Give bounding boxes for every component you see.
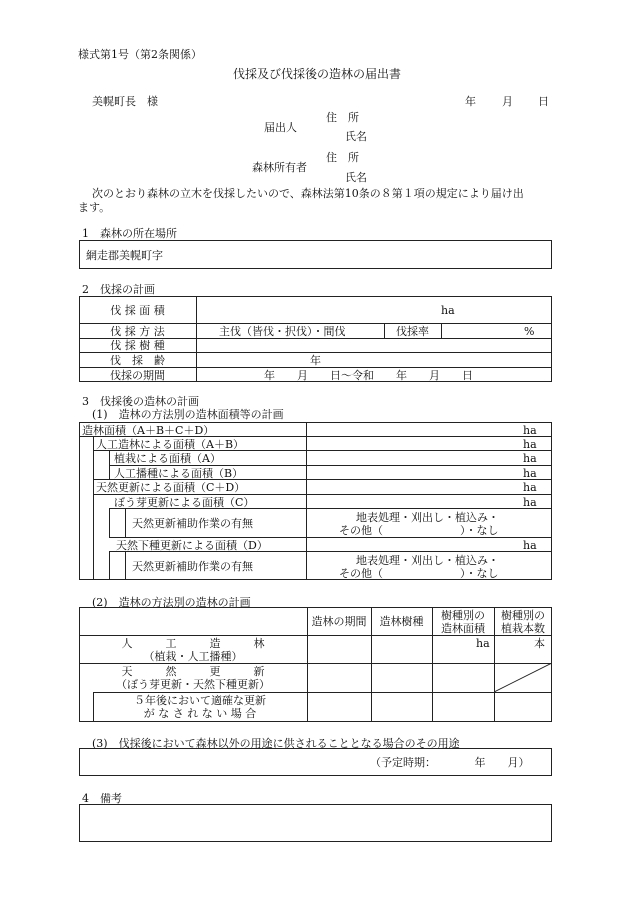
plan-area-header-1: 樹種別の — [441, 609, 485, 622]
form-number: 様式第1号（第2条関係） — [78, 48, 202, 61]
section3-sub3: (3) 伐採後において森林以外の用途に供されることとなる場合のその用途 — [92, 737, 460, 750]
date-month-label: 月 — [502, 95, 513, 108]
cut-age-label: 伐 採 齢 — [110, 354, 165, 367]
cut-rate-unit: % — [524, 325, 535, 338]
seeding-area-unit: ha — [523, 467, 537, 480]
total-area-unit: ha — [523, 424, 537, 437]
owner-name-label: 氏名 — [345, 171, 367, 184]
seedfall-area-unit: ha — [523, 539, 537, 552]
cut-area-label: 伐 採 面 積 — [110, 304, 165, 317]
cut-method-value: 主伐（皆伐・択伐）・間伐 — [219, 325, 346, 338]
intro-line-1: 次のとおり森林の立木を伐採したいので、森林法第10条の８第１項の規定により届け出 — [92, 187, 524, 200]
total-area-label: 造林面積（A＋B＋C＋D） — [82, 424, 215, 437]
assist-options-1-line2: その他（ ）・なし — [339, 524, 499, 537]
assist-work-label-2: 天然更新補助作業の有無 — [132, 560, 253, 573]
diagonal-strike — [494, 663, 552, 692]
assist-options-2-line1: 地表処理・刈出し・植込み・ — [356, 554, 499, 567]
plan-natural-label: 天 然 更 新 — [121, 665, 265, 678]
scheduled-time: （予定時期： 年 月） — [370, 756, 530, 769]
plan-area-header-2: 造林面積 — [441, 622, 485, 635]
cut-rate-label: 伐採率 — [396, 325, 429, 338]
intro-line-2: ます。 — [78, 201, 111, 214]
cut-age-unit: 年 — [310, 354, 321, 367]
planting-area-unit: ha — [523, 452, 537, 465]
plan-natural-sub: （ぼう芽更新・天然下種更新） — [116, 678, 270, 691]
notifier-label: 届出人 — [264, 121, 297, 134]
section3-heading: 3 伐採後の造林の計画 — [82, 395, 199, 408]
cut-method-label: 伐 採 方 法 — [110, 325, 165, 338]
date-day-label: 日 — [538, 95, 549, 108]
owner-address-label: 住 所 — [326, 151, 359, 164]
plan-area-unit: ha — [476, 637, 490, 650]
cut-period-value: 年 月 日～令和 年 月 日 — [264, 369, 473, 382]
remarks-field[interactable] — [79, 804, 552, 842]
section3-sub1: (1) 造林の方法別の造林面積等の計画 — [92, 408, 284, 421]
cut-period-label: 伐採の期間 — [110, 369, 165, 382]
section2-heading: 2 伐採の計画 — [82, 283, 155, 296]
planting-area-label: 植栽による面積（A） — [114, 452, 221, 465]
cut-area-unit: ha — [441, 304, 455, 317]
assist-options-2-line2: その他（ ）・なし — [339, 567, 499, 580]
date-year-label: 年 — [465, 95, 476, 108]
page-title: 伐採及び伐採後の造林の届出書 — [233, 67, 402, 81]
location-value: 網走郡美幌町字 — [86, 249, 163, 262]
assist-options-1-line1: 地表処理・刈出し・植込み・ — [356, 511, 499, 524]
section1-heading: 1 森林の所在場所 — [82, 227, 177, 240]
plan-species-header: 造林樹種 — [379, 615, 424, 628]
natural-area-unit: ha — [523, 481, 537, 494]
section3-sub2: (2) 造林の方法別の造林の計画 — [92, 596, 251, 609]
plan-period-header: 造林の期間 — [311, 615, 367, 628]
plan-fail-line1: ５年後において適確な更新 — [134, 694, 266, 707]
plan-artificial-label: 人 工 造 林 — [121, 637, 265, 650]
natural-area-label: 天然更新による面積（C＋D） — [96, 481, 246, 494]
cut-species-label: 伐 採 樹 種 — [110, 339, 165, 352]
plan-count-header-2: 植栽本数 — [501, 622, 545, 635]
notifier-name-label: 氏名 — [345, 130, 367, 143]
sprout-area-unit: ha — [523, 496, 537, 509]
plan-artificial-sub: （植栽・人工播種） — [143, 650, 243, 663]
plan-count-header-1: 樹種別の — [501, 609, 545, 622]
seedfall-area-label: 天然下種更新による面積（D） — [116, 539, 268, 552]
plan-count-unit: 本 — [534, 637, 545, 650]
plan-fail-line2: が な さ れ な い 場 合 — [143, 707, 257, 720]
notifier-address-label: 住 所 — [326, 111, 359, 124]
section4-heading: 4 備考 — [82, 792, 122, 805]
owner-label: 森林所有者 — [252, 161, 307, 174]
artificial-area-unit: ha — [523, 438, 537, 451]
sprout-area-label: ぼう芽更新による面積（C） — [114, 496, 255, 509]
assist-work-label-1: 天然更新補助作業の有無 — [132, 517, 253, 530]
artificial-area-label: 人工造林による面積（A＋B） — [96, 438, 245, 451]
seeding-area-label: 人工播種による面積（B） — [114, 467, 244, 480]
addressee: 美幌町長 様 — [92, 95, 158, 108]
